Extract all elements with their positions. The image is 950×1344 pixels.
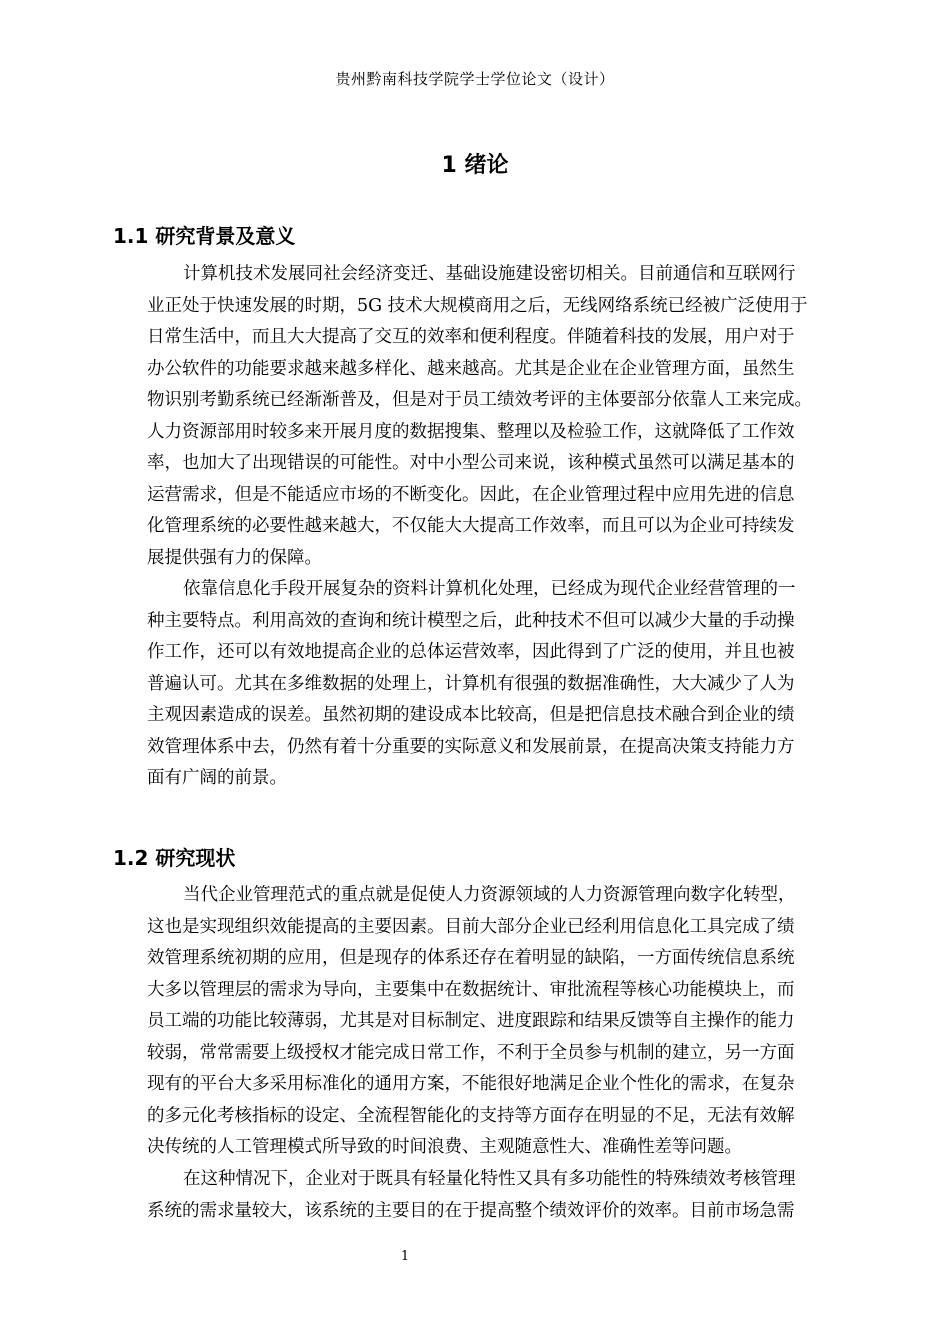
text-line: 这也是实现组织效能提高的主要因素。目前大部分企业已经利用信息化工具完成了绩 — [147, 916, 795, 937]
text-line: 系统的需求量较大，该系统的主要目的在于提高整个绩效评价的效率。目前市场急需 — [147, 1200, 795, 1221]
text-line: 当代企业管理范式的重点就是促使人力资源领域的人力资源管理向数字化转型， — [183, 885, 796, 905]
text-line: 在这种情况下，企业对于既具有轻量化特性又具有多功能性的特殊绩效考核管理 — [183, 1169, 796, 1189]
text-line: 计算机技术发展同社会经济变迁、基础设施建设密切相关。目前通信和互联网行 — [183, 264, 796, 284]
text-line: 员工端的功能比较薄弱，尤其是对目标制定、进度跟踪和结果反馈等自主操作的能力 — [147, 1011, 795, 1031]
chapter-title: 1 绪论 — [441, 153, 509, 178]
text-line: 普遍认可。尤其在多维数据的处理上，计算机有很强的数据准确性，大大减少了人为 — [147, 673, 795, 694]
text-line: 办公软件的功能要求越来越多样化、越来越高。尤其是企业在企业管理方面，虽然生 — [147, 358, 795, 379]
text-line: 面有广阔的前景。 — [147, 768, 287, 788]
text-line: 运营需求，但是不能适应市场的不断变化。因此，在企业管理过程中应用先进的信息 — [147, 484, 795, 505]
text-line: 现有的平台大多采用标准化的通用方案，不能很好地满足企业个性化的需求，在复杂 — [147, 1074, 795, 1094]
paragraph-1-2-b — [147, 1164, 867, 1227]
section-title-1-2: 1.2 研究现状 — [113, 846, 236, 870]
text-line: 效管理体系中去，仍然有着十分重要的实际意义和发展前景，在提高决策支持能力方 — [147, 736, 795, 757]
text-line: 人力资源部用时较多来开展月度的数据搜集、整理以及检验工作，这就降低了工作效 — [147, 421, 795, 442]
paragraph-1-1-a — [147, 259, 867, 574]
text-line: 决传统的人工管理模式所导致的时间浪费、主观随意性大、准确性差等问题。 — [147, 1137, 742, 1157]
paragraph-1-1-b — [147, 574, 867, 795]
text-line: 的多元化考核指标的设定、全流程智能化的支持等方面存在明显的不足，无法有效解 — [147, 1105, 795, 1126]
paragraph-1-2-a — [147, 880, 867, 1164]
text-line: 依靠信息化手段开展复杂的资料计算机化处理，已经成为现代企业经营管理的一 — [183, 579, 796, 599]
section-title-1-1: 1.1 研究背景及意义 — [113, 224, 296, 248]
text-line: 主观因素造成的误差。虽然初期的建设成本比较高，但是把信息技术融合到企业的绩 — [147, 705, 795, 725]
text-line: 率，也加大了出现错误的可能性。对中小型公司来说，该种模式虽然可以满足基本的 — [147, 453, 795, 473]
text-line: 业正处于快速发展的时期，5G 技术大规模商用之后，无线网络系统已经被广泛使用于 — [147, 295, 808, 316]
text-line: 作工作，还可以有效地提高企业的总体运营效率，因此得到了广泛的使用，并且也被 — [147, 642, 795, 662]
text-line: 日常生活中，而且大大提高了交互的效率和便利程度。伴随着科技的发展，用户对于 — [147, 327, 795, 347]
text-line: 展提供强有力的保障。 — [147, 547, 322, 568]
text-line: 大多以管理层的需求为导向，主要集中在数据统计、审批流程等核心功能模块上，而 — [147, 979, 795, 1000]
text-line: 化管理系统的必要性越来越大，不仅能大大提高工作效率，而且可以为企业可持续发 — [147, 516, 795, 536]
text-line: 种主要特点。利用高效的查询和统计模型之后，此种技术不但可以减少大量的手动操 — [147, 610, 795, 631]
running-header: 贵州黔南科技学院学士学位论文（设计） — [335, 70, 615, 88]
text-line: 效管理系统初期的应用，但是现存的体系还存在着明显的缺陷，一方面传统信息系统 — [147, 948, 795, 968]
text-line: 物识别考勤系统已经渐渐普及，但是对于员工绩效考评的主体要部分依靠人工来完成。 — [147, 390, 812, 410]
text-line: 较弱，常常需要上级授权才能完成日常工作，不利于全员参与机制的建立，另一方面 — [147, 1042, 795, 1063]
page-number: 1 — [400, 1249, 410, 1264]
